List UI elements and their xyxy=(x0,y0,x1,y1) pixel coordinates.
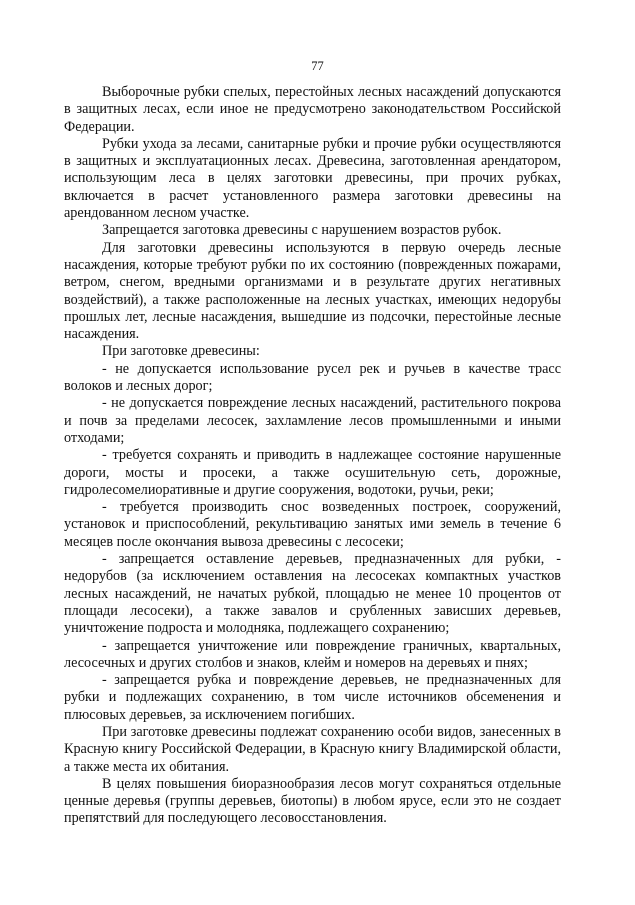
list-item-damage: - не допускается повреждение лесных насаждений, растительного покрова и почв за пределами лесосек, захламление лесов промышленными и иными отходами; xyxy=(64,395,561,446)
list-item-leftover-trees: - запрещается оставление деревьев, предназначенных для рубки, - недорубов (за исключением оставления на лесосеках компактных участков лесных насаждений, не начатых рубкой, площадью не менее 10 процентов от площади лесосеки), а также завалов и срубленных зависших деревьев, уничтожение подроста и молодняка, подлежащего сохранению; xyxy=(64,551,561,637)
paragraph-care-felling: Рубки ухода за лесами, санитарные рубки и прочие рубки осуществляются в защитных и эксплуатационных лесах. Древесина, заготовленная арендатором, использующим леса в целях заготовки древесины, при прочих рубках, включается в расчет установленного размера заготовки древесины на арендованном лесном участке. xyxy=(64,135,561,222)
paragraph-harvest-intro: При заготовке древесины: xyxy=(102,343,260,360)
list-item-demolition: - требуется производить снос возведенных построек, сооружений, установок и приспособлений, рекультивацию занятых ими земель в течение 6 месяцев после окончания вывоза древесины с лесосеки; xyxy=(64,499,561,550)
list-item-protected-trees: - запрещается рубка и повреждение деревьев, не предназначенных для рубки и подлежащих сохранению, в том числе источников обсеменения и плюсовых деревьев, за исключением погибших. xyxy=(64,672,561,723)
list-item-restore-roads: - требуется сохранять и приводить в надлежащее состояние нарушенные дороги, мосты и просеки, а также осушительную сеть, дорожные, гидролесомелиоративные и другие сооружения, водотоки, ручьи, реки; xyxy=(64,447,561,498)
list-item-riverbeds: - не допускается использование русел рек и ручьев в качестве трасс волоков и лесных дорог; xyxy=(64,360,561,395)
page-number: 77 xyxy=(311,59,324,73)
paragraph-red-book: При заготовке древесины подлежат сохранению особи видов, занесенных в Красную книгу Российской Федерации, в Красную книгу Владимирской области, а также места их обитания. xyxy=(64,723,561,775)
paragraph-biodiversity: В целях повышения биоразнообразия лесов могут сохраняться отдельные ценные деревья (группы деревьев, биотопы) в любом ярусе, если это не создает препятствий для последующего лесовосстановления. xyxy=(64,775,561,827)
paragraph-selective-felling: Выборочные рубки спелых, перестойных лесных насаждений допускаются в защитных лесах, если иное не предусмотрено законодательством Российской Федерации. xyxy=(64,84,561,135)
document-body xyxy=(64,84,561,828)
list-item-markers: - запрещается уничтожение или повреждение граничных, квартальных, лесосечных и других столбов и знаков, клейм и номеров на деревьях и пнях; xyxy=(64,637,561,671)
paragraph-age-restriction: Запрещается заготовка древесины с нарушением возрастов рубок. xyxy=(102,222,502,239)
paragraph-priority-stands: Для заготовки древесины используются в первую очередь лесные насаждения, которые требуют рубки по их состоянию (поврежденных пожарами, ветром, снегом, вредными организмами и в результате других негативных воздействий), а также расположенные на лесных участках, имеющих недорубы прошлых лет, лесные насаждения, вышедшие из подсочки, перестойные лесные насаждения. xyxy=(64,239,561,343)
